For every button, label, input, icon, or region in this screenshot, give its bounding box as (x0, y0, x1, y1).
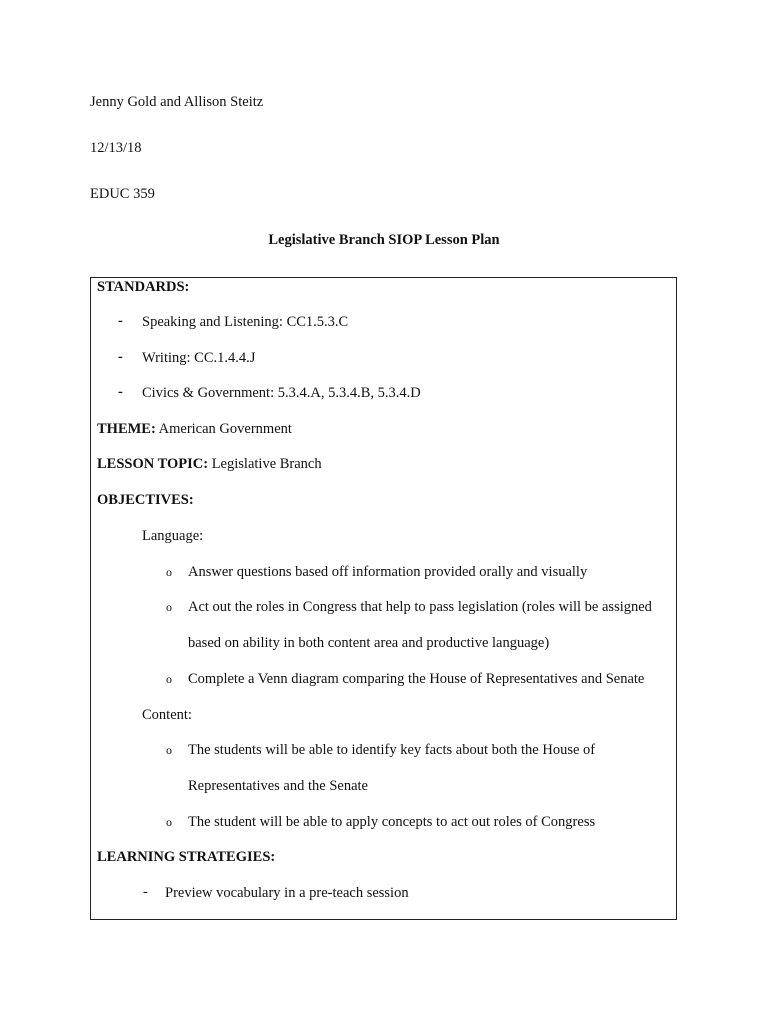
standard-item: Speaking and Listening: CC1.5.3.C (142, 314, 349, 330)
language-label: Language: (142, 528, 204, 544)
theme-label: THEME: (97, 421, 156, 437)
theme-value: American Government (158, 421, 292, 437)
strategy-bullet: - (143, 884, 148, 900)
topic-value: Legislative Branch (211, 456, 322, 472)
date-line: 12/13/18 (90, 140, 142, 156)
sub-bullet: o (166, 672, 172, 686)
authors-line: Jenny Gold and Allison Steitz (90, 94, 264, 110)
sub-bullet: o (166, 815, 172, 829)
content-objective: The student will be able to apply concepts to act out roles of Congress (188, 814, 596, 830)
strategies-heading: LEARNING STRATEGIES: (97, 849, 276, 865)
content-label: Content: (142, 707, 192, 723)
content-objective: The students will be able to identify key facts about both the House of (188, 742, 596, 758)
topic-line (97, 455, 322, 473)
language-objective: Complete a Venn diagram comparing the House of Representatives and Senate (188, 671, 645, 687)
standards-heading: STANDARDS: (97, 279, 190, 295)
standard-bullet: - (118, 313, 123, 329)
theme-line (97, 420, 292, 438)
document-title: Legislative Branch SIOP Lesson Plan (268, 232, 500, 248)
standard-bullet: - (118, 384, 123, 400)
standard-item: Writing: CC.1.4.4.J (142, 350, 256, 366)
content-objective-continued: Representatives and the Senate (188, 778, 368, 794)
sub-bullet: o (166, 600, 172, 614)
standard-bullet: - (118, 349, 123, 365)
standard-item: Civics & Government: 5.3.4.A, 5.3.4.B, 5.3.4.D (142, 385, 421, 401)
course-line: EDUC 359 (90, 186, 155, 202)
language-objective: Act out the roles in Congress that help to pass legislation (roles will be assigned (188, 599, 652, 615)
strategy-item: Preview vocabulary in a pre-teach session (165, 885, 409, 901)
language-objective: Answer questions based off information provided orally and visually (188, 564, 588, 580)
sub-bullet: o (166, 743, 172, 757)
sub-bullet: o (166, 565, 172, 579)
topic-label: LESSON TOPIC: (97, 456, 209, 472)
language-objective-continued: based on ability in both content area and productive language) (188, 635, 550, 651)
objectives-heading: OBJECTIVES: (97, 492, 194, 508)
